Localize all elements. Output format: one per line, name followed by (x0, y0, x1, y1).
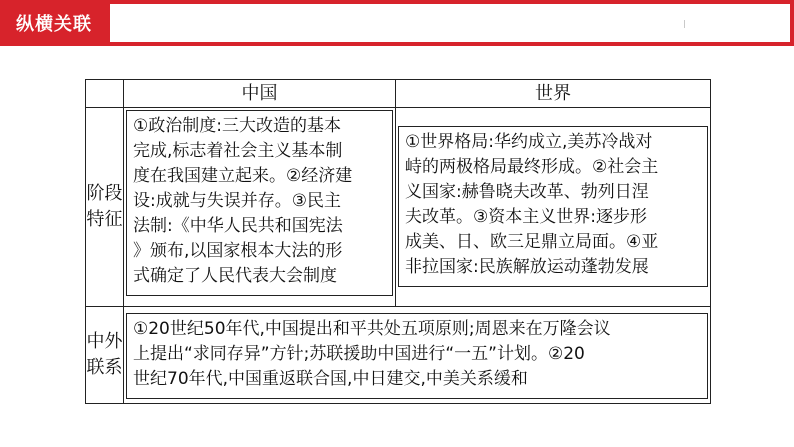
row-label-text: 阶段 特征 (86, 183, 123, 230)
cell-links-text: ①20世纪50年代,中国提出和平共处五项原则;周恩来在万隆会议 上提出“求同存异”方针;苏联援助中国进行“一五”计划。②20 世纪70年代,中国重返联合国,中日建交,中美关系缓和 (133, 319, 611, 389)
table-row-links (86, 307, 711, 404)
inner-box-china (126, 110, 393, 296)
inner-box-links (126, 313, 708, 399)
table-corner-cell (86, 80, 124, 108)
row-label-stage-features (86, 108, 124, 307)
cell-world-text: ①世界格局:华约成立,美苏冷战对 峙的两极格局最终形成。②社会主 义国家:赫鲁晓夫改革、勃列日涅 夫改革。③资本主义世界:逐步形 成美、日、欧三足鼎立局面。④亚 非拉国家:民族解放运动蓬勃发展 (405, 132, 659, 277)
header-panel (110, 4, 790, 42)
row-label-links (86, 307, 124, 404)
inner-box-world (398, 126, 708, 287)
header-bar (0, 0, 794, 46)
table-row-stage-features (86, 108, 711, 307)
cell-links-content (124, 307, 711, 404)
column-header-world: 世界 (396, 80, 711, 108)
cell-china-stage (124, 108, 396, 307)
table-header-row (86, 80, 711, 108)
header-divider (684, 20, 685, 28)
column-header-china: 中国 (124, 80, 396, 108)
comparison-table (85, 79, 711, 404)
section-title: 纵横关联 (16, 14, 92, 35)
cell-world-stage (396, 108, 711, 307)
row-label-text: 中外 联系 (86, 331, 123, 378)
cell-china-text: ①政治制度:三大改造的基本 完成,标志着社会主义基本制 度在我国建立起来。②经济建 设:成就与失误并存。③民主 法制:《中华人民共和国宪法 》颁布,以国家根本大法的形 式确定了人民代表大会制度 (133, 116, 353, 286)
